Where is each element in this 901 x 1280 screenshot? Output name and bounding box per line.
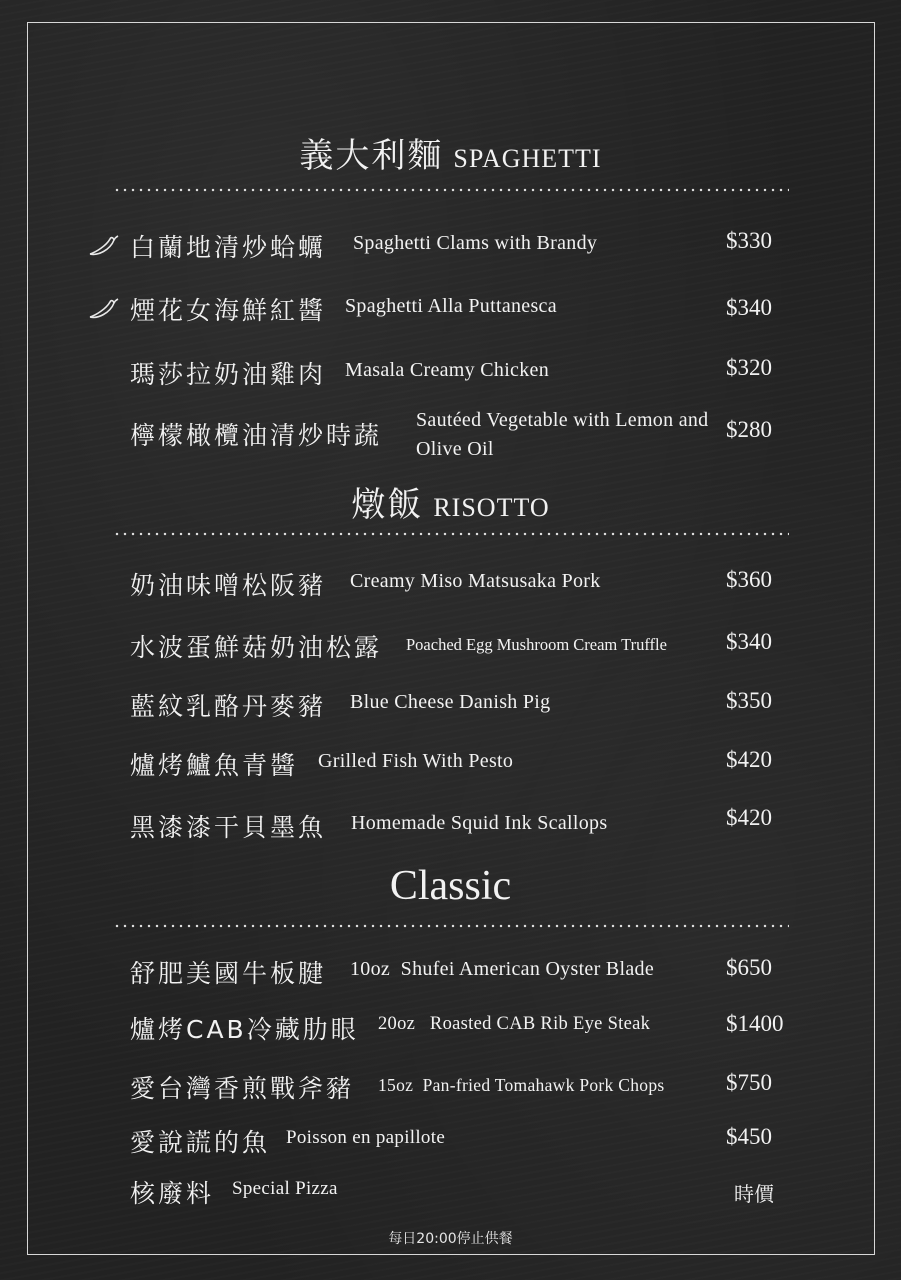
item-name-zh: 爐烤鱸魚青醬 xyxy=(130,751,299,780)
item-price: 時價 xyxy=(734,1182,774,1206)
dotted-divider xyxy=(113,188,789,192)
menu-item xyxy=(0,228,901,268)
item-name-en: Grilled Fish With Pesto xyxy=(318,750,514,772)
item-price: $280 xyxy=(726,417,772,442)
item-price: $650 xyxy=(726,955,772,980)
item-name-en: Poisson en papillote xyxy=(286,1127,446,1148)
menu-item xyxy=(0,355,901,395)
item-name-zh: 檸檬橄欖油清炒時蔬 xyxy=(130,421,383,450)
section-title-zh: 義大利麵 xyxy=(299,136,444,176)
dotted-divider xyxy=(113,532,789,536)
item-price: $1400 xyxy=(726,1011,784,1036)
item-price: $450 xyxy=(726,1124,772,1149)
item-name-zh: 黑漆漆干貝墨魚 xyxy=(130,813,327,842)
menu-item xyxy=(0,687,901,727)
item-price: $330 xyxy=(726,228,772,253)
item-price: $340 xyxy=(726,295,772,320)
item-price: $420 xyxy=(726,805,772,830)
item-price: $750 xyxy=(726,1070,772,1095)
item-name-en: Sautéed Vegetable with Lemon and Olive Oil xyxy=(416,409,709,460)
item-name-zh: 煙花女海鮮紅醬 xyxy=(130,296,327,325)
item-name-zh: 奶油味噌松阪豬 xyxy=(130,571,327,600)
item-name-zh: 舒肥美國牛板腱 xyxy=(130,959,327,988)
chili-pepper-icon xyxy=(86,295,120,321)
item-name-zh: 瑪莎拉奶油雞肉 xyxy=(130,360,327,389)
item-price: $320 xyxy=(726,355,772,380)
item-name-zh: 白蘭地清炒蛤蠣 xyxy=(130,233,327,262)
section-title-en: SPAGHETTI xyxy=(453,144,602,173)
dotted-divider xyxy=(113,924,789,928)
item-name-zh: 愛說謊的魚 xyxy=(130,1128,271,1157)
item-name-en: Spaghetti Clams with Brandy xyxy=(353,232,598,254)
footer-note: 每日20:00停止供餐 xyxy=(388,1231,513,1247)
menu-item xyxy=(0,746,901,786)
chili-pepper-icon xyxy=(86,232,120,258)
item-name-en: Poached Egg Mushroom Cream Truffle xyxy=(406,635,667,654)
item-name-en: Creamy Miso Matsusaka Pork xyxy=(350,570,601,592)
menu-item xyxy=(0,1010,901,1050)
section-title-en: RISOTTO xyxy=(433,493,550,522)
item-name-en: Spaghetti Alla Puttanesca xyxy=(345,295,557,317)
section-title-en: Classic xyxy=(389,863,512,909)
item-price: $420 xyxy=(726,747,772,772)
item-name-en: Homemade Squid Ink Scallops xyxy=(351,812,608,834)
menu-item xyxy=(0,1174,901,1214)
menu-item xyxy=(0,1069,901,1109)
item-price: $340 xyxy=(726,629,772,654)
item-name-en: Special Pizza xyxy=(232,1178,338,1199)
item-price: $350 xyxy=(726,688,772,713)
item-name-en: 20oz Roasted CAB Rib Eye Steak xyxy=(378,1014,651,1034)
item-name-en: Masala Creamy Chicken xyxy=(345,359,550,381)
menu-item xyxy=(0,291,901,331)
menu-item xyxy=(0,805,901,848)
section-title-classic xyxy=(0,862,901,910)
item-name-zh: 爐烤CAB冷藏肋眼 xyxy=(130,1015,359,1044)
item-name-zh: 愛台灣香煎戰斧豬 xyxy=(130,1074,355,1103)
menu-item xyxy=(0,1123,901,1163)
item-name-en: 10oz Shufei American Oyster Blade xyxy=(350,958,655,980)
menu-item xyxy=(0,954,901,994)
section-title-risotto xyxy=(0,477,901,526)
item-name-en: Blue Cheese Danish Pig xyxy=(350,691,551,713)
item-price: $360 xyxy=(726,567,772,592)
section-title-spaghetti xyxy=(0,128,901,177)
item-name-zh: 藍紋乳酪丹麥豬 xyxy=(130,692,327,721)
menu-item xyxy=(0,628,901,668)
menu-item xyxy=(0,566,901,606)
menu-item xyxy=(0,409,901,460)
section-title-zh: 燉飯 xyxy=(351,485,424,525)
item-name-zh: 水波蛋鮮菇奶油松露 xyxy=(130,633,383,662)
item-name-zh: 核廢料 xyxy=(130,1179,215,1208)
item-name-en: 15oz Pan-fried Tomahawk Pork Chops xyxy=(378,1075,665,1095)
